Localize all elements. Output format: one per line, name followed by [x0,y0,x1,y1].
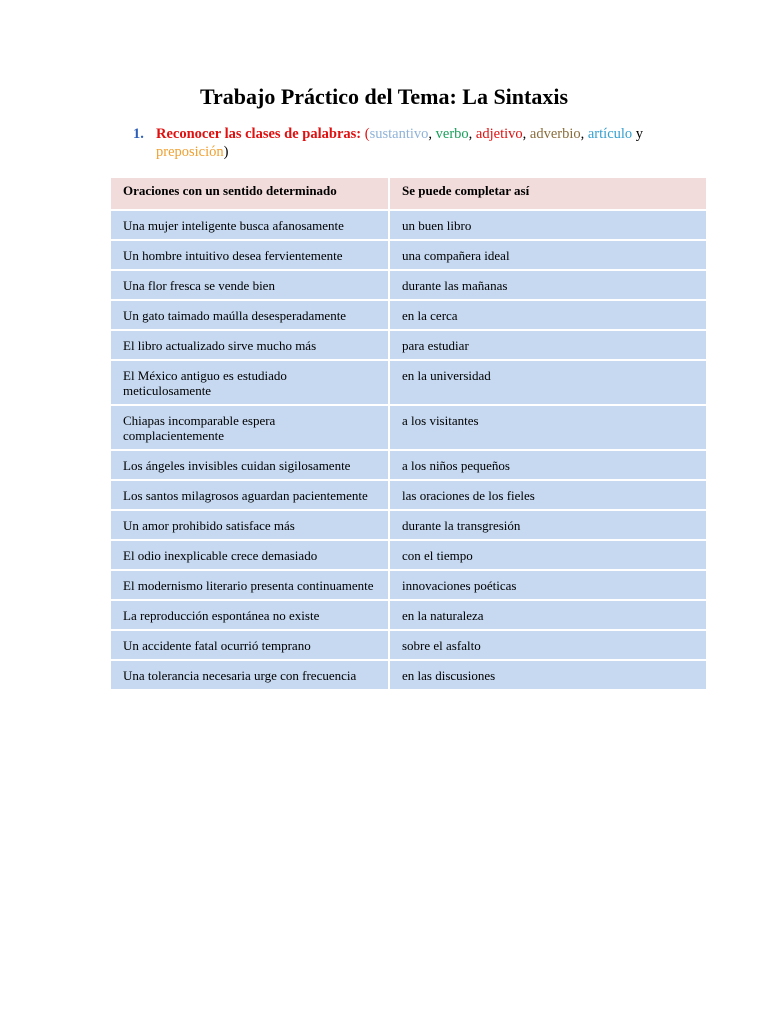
separator: , [522,126,530,142]
word-adjetivo: adjetivo [475,126,523,142]
completion-cell: en las discusiones [389,660,706,690]
table-row [111,570,706,600]
sentence-cell: Una flor fresca se vende bien [111,270,389,300]
sentence-cell: Los santos milagrosos aguardan pacientemente [111,480,389,510]
close-paren: ) [223,144,229,160]
completion-cell: en la cerca [389,300,706,330]
sentence-cell: Un amor prohibido satisface más [111,510,389,540]
separator: , [468,126,476,142]
completion-cell: las oraciones de los fieles [389,480,706,510]
sentence-cell: Un hombre intuitivo desea fervientemente [111,240,389,270]
table-row [111,360,706,405]
instruction-text [156,125,691,161]
list-number: 1. [133,126,144,142]
sentence-cell: Chiapas incomparable espera complacientemente [111,405,389,450]
sentence-cell: Una tolerancia necesaria urge con frecuencia [111,660,389,690]
sentence-cell: El libro actualizado sirve mucho más [111,330,389,360]
sentence-cell: Un accidente fatal ocurrió temprano [111,630,389,660]
completion-cell: innovaciones poéticas [389,570,706,600]
table-row [111,300,706,330]
sentence-cell: La reproducción espontánea no existe [111,600,389,630]
open-paren: ( [361,126,370,142]
word-articulo: artículo [587,126,633,142]
page-title: Trabajo Práctico del Tema: La Sintaxis [199,84,569,109]
completion-cell: con el tiempo [389,540,706,570]
sentences-table [111,178,706,691]
sentence-cell: El odio inexplicable crece demasiado [111,540,389,570]
completion-cell: durante la transgresión [389,510,706,540]
completion-cell: una compañera ideal [389,240,706,270]
completion-cell: en la naturaleza [389,600,706,630]
sentence-cell: Los ángeles invisibles cuidan sigilosamente [111,450,389,480]
completion-cell: durante las mañanas [389,270,706,300]
table-row [111,210,706,240]
completion-cell: a los niños pequeños [389,450,706,480]
column-header-sentences: Oraciones con un sentido determinado [111,178,389,210]
table-row [111,600,706,630]
table-row [111,630,706,660]
table-row [111,330,706,360]
table-row [111,510,706,540]
table-body [111,210,706,690]
table-row [111,480,706,510]
completion-cell: un buen libro [389,210,706,240]
table-row [111,450,706,480]
completion-cell: sobre el asfalto [389,630,706,660]
table-row [111,540,706,570]
separator: , [428,126,436,142]
separator: , [580,126,588,142]
sentence-cell: Un gato taimado maúlla desesperadamente [111,300,389,330]
completion-cell: para estudiar [389,330,706,360]
completion-cell: a los visitantes [389,405,706,450]
column-header-completion: Se puede completar así [389,178,706,210]
sentence-cell: El México antiguo es estudiado meticulosamente [111,360,389,405]
table-row [111,240,706,270]
word-sustantivo: sustantivo [369,126,429,142]
conjunction: y [632,126,644,142]
completion-cell: en la universidad [389,360,706,405]
table-header-row [111,178,706,210]
word-adverbio: adverbio [529,126,581,142]
sentence-cell: Una mujer inteligente busca afanosamente [111,210,389,240]
sentence-cell: El modernismo literario presenta continuamente [111,570,389,600]
instruction-lead: Reconocer las clases de palabras: [156,126,362,142]
table-row [111,405,706,450]
table-row [111,270,706,300]
table-row [111,660,706,690]
word-preposicion: preposición [156,144,224,160]
word-verbo: verbo [435,126,469,142]
